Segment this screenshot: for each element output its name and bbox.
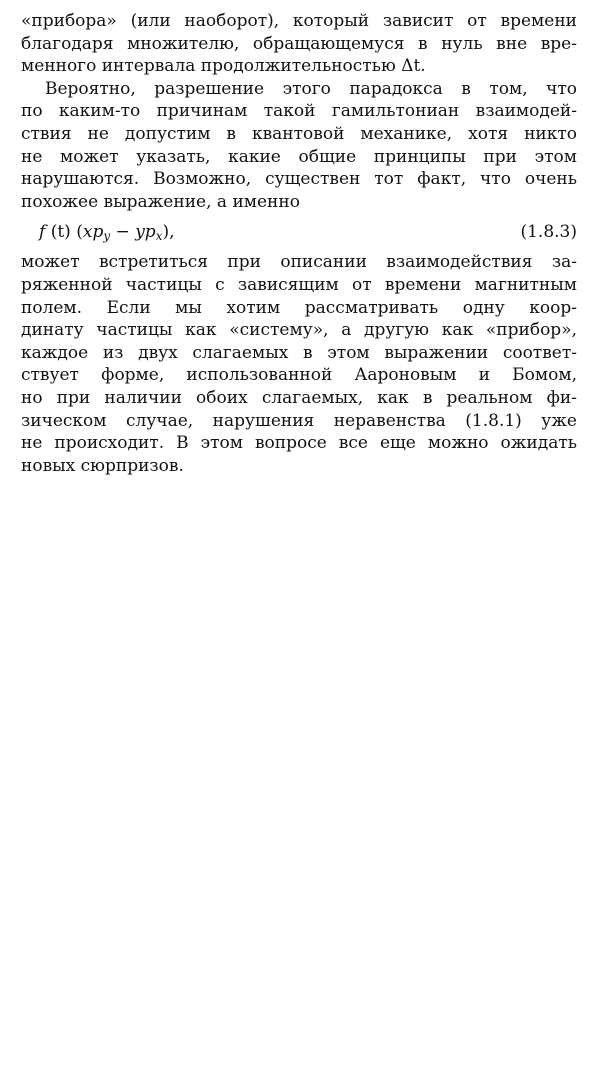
- equation-1-8-3: [21, 215, 577, 249]
- paragraph-2: [21, 78, 577, 214]
- eq-f: f: [39, 222, 46, 243]
- text-line: похожее выражение, а именно: [21, 191, 300, 212]
- text-line: «прибора» (или наоборот), который зависит от времени: [21, 11, 577, 31]
- eq-sub1: y: [103, 229, 111, 244]
- eq-minus: −: [110, 222, 136, 243]
- text-line: Вероятно, разрешение этого парадокса в том, что: [45, 78, 577, 99]
- text-line: может встретиться при описании взаимодействия за-: [21, 252, 577, 273]
- text-line: новых сюрпризов.: [21, 455, 184, 476]
- eq-term2: yp: [135, 222, 156, 243]
- equation-expression: [39, 221, 175, 244]
- text-line: нарушаются. Возможно, существен тот факт, что очень: [21, 169, 577, 190]
- eq-term1: xp: [82, 222, 104, 243]
- eq-close: ),: [162, 222, 175, 243]
- text-line: благодаря множителю, обращающемуся в нуль вне вре-: [21, 33, 577, 54]
- page-text: [21, 10, 577, 477]
- eq-open: (: [76, 222, 83, 243]
- text-line: ряженной частицы с зависящим от времени магнитным: [21, 274, 577, 295]
- eq-sub2: x: [155, 229, 163, 244]
- text-line: по каким-то причинам такой гамильтониан взаимодей-: [21, 101, 577, 122]
- text-line: менного интервала продолжительностью Δt.: [21, 56, 426, 77]
- paragraph-1: [21, 10, 577, 78]
- text-line: не происходит. В этом вопросе все еще можно ожидать: [21, 433, 577, 454]
- text-line: ствует форме, использованной Аароновым и Бомом,: [21, 365, 577, 386]
- equation-number: (1.8.3): [520, 222, 577, 243]
- text-line: динату частицы как «систему», а другую как «прибор»,: [21, 320, 577, 341]
- eq-t: (t): [50, 222, 71, 243]
- text-line: зическом случае, нарушения неравенства (1.8.1) уже: [21, 410, 577, 431]
- text-line: но при наличии обоих слагаемых, как в реальном фи-: [21, 387, 577, 408]
- text-line: полем. Если мы хотим рассматривать одну коор-: [21, 297, 577, 318]
- text-line: не может указать, какие общие принципы при этом: [21, 146, 577, 167]
- text-line: каждое из двух слагаемых в этом выражении соответ-: [21, 342, 577, 363]
- paragraph-3: [21, 251, 577, 477]
- text-line: ствия не допустим в квантовой механике, хотя никто: [21, 123, 577, 144]
